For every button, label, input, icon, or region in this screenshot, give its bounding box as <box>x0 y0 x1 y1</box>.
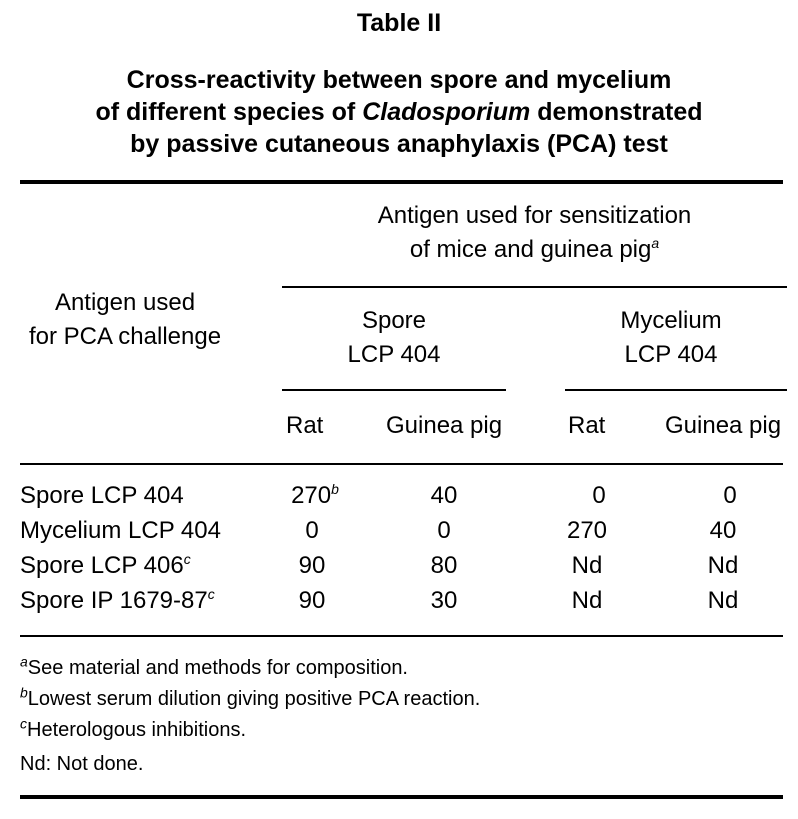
table-cell: 0 <box>305 517 319 544</box>
row-label: Spore IP 1679-87$^c$ <box>20 586 215 614</box>
table-cell: 0 <box>437 517 451 544</box>
footnote-mark-a: a <box>651 235 660 251</box>
caption-line-2: of different species of Cladosporium demonstrated <box>95 98 703 126</box>
col-header-mycelium-guinea-pig: Guinea pig <box>665 412 782 439</box>
table-cell: 40 <box>709 517 737 544</box>
caption-line-3: by passive cutaneous anaphylaxis (PCA) test <box>130 130 668 158</box>
footnote-mark-c: c <box>183 551 191 567</box>
genus-name: Cladosporium <box>362 98 531 126</box>
table-cell: 0 <box>723 482 737 509</box>
footnote-mark-b: b <box>331 481 339 497</box>
table-label: Table II <box>356 9 442 37</box>
group-rule-spore <box>282 389 506 391</box>
table-cell: Nd <box>571 552 603 579</box>
footnote-c: $^c$Heterologous inhibitions. <box>20 715 247 741</box>
table-cell: 270 <box>566 517 608 544</box>
table-cell: 270$^b$ <box>291 481 339 509</box>
table-cell: 30 <box>430 587 458 614</box>
col-header-spore-rat: Rat <box>286 412 324 439</box>
row-label: Spore LCP 404 <box>20 482 184 509</box>
spanner-header: Antigen used for sensitization of mice and guinea pig$^a$ <box>377 202 692 263</box>
header-rule <box>20 463 783 465</box>
footnote-b: $^b$Lowest serum dilution giving positive PCA reaction. <box>20 684 481 710</box>
bottom-rule <box>20 795 783 799</box>
col-header-mycelium-rat: Rat <box>568 412 606 439</box>
footnote-mark-c: c <box>207 586 215 602</box>
col-header-spore-guinea-pig: Guinea pig <box>386 412 503 439</box>
table-cell: Nd <box>571 587 603 614</box>
caption-line-1: Cross-reactivity between spore and mycelium <box>126 66 672 94</box>
table-cell: 80 <box>430 552 458 579</box>
table-cell: 40 <box>430 482 458 509</box>
stub-header: Antigen used for PCA challenge <box>28 289 222 350</box>
table-cell: 0 <box>592 482 606 509</box>
table-cell: Nd <box>707 587 739 614</box>
table-cell: 90 <box>298 552 326 579</box>
group-header-mycelium: Mycelium LCP 404 <box>620 307 722 368</box>
group-header-spore: Spore LCP 404 <box>347 307 441 368</box>
row-label: Spore LCP 406$^c$ <box>20 551 191 579</box>
table-cell: 90 <box>298 587 326 614</box>
row-label: Mycelium LCP 404 <box>20 517 221 544</box>
footnote-a: $^a$See material and methods for composition. <box>20 653 408 679</box>
body-bottom-rule <box>20 635 783 637</box>
top-rule <box>20 180 783 184</box>
table-cell: Nd <box>707 552 739 579</box>
spanner-rule <box>282 286 787 288</box>
group-rule-mycelium <box>565 389 787 391</box>
footnote-nd: Nd: Not done. <box>20 753 144 775</box>
table-caption <box>0 64 798 160</box>
